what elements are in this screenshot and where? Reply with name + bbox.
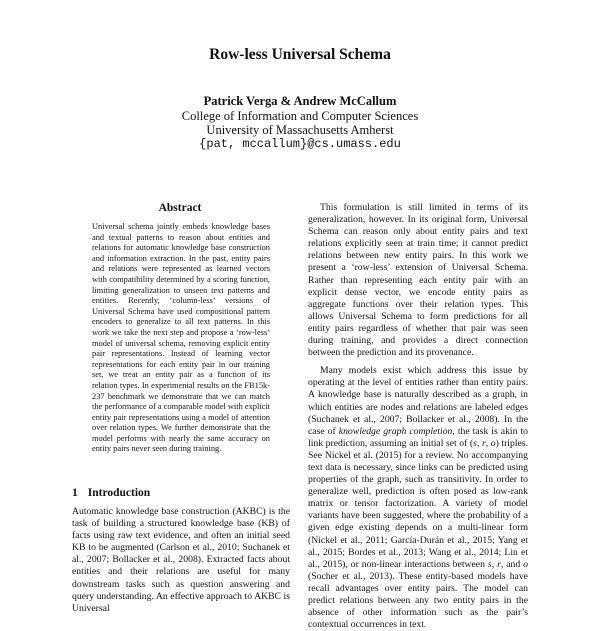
affiliation-college: College of Information and Computer Sciences	[181, 109, 419, 123]
section-title: Introduction	[87, 487, 151, 499]
right-column	[308, 202, 528, 631]
text-span: (Socher et al., 2013). These entity-based models have recall advantages over entity pairs. The model can predict relations between any two entity pairs in the absence of other information such as the pair’s contextual occurrences in text.	[308, 570, 528, 631]
emphasis-text: knowledge graph completion	[338, 425, 453, 437]
math-var: s	[473, 437, 477, 449]
text-span: ,	[491, 558, 498, 570]
math-var: o	[490, 437, 496, 449]
paper-title: Row-less Universal Schema	[209, 46, 391, 63]
text-span: ) triples. See Nickel et al. (2015) for a review. No accompanying text data is necessary, since links can be predicted using properties of the graph, such as transitivity. In order to generalize well, prediction is often posed as low-rank matrix or tensor factorization. A variety of model variants have been suggested, where the probability of a given edge existing depends on a multi-linear form (Nickel et al., 2011; García-Durán et al., 2015; Yang et al., 2015; Bordes et al., 2013; Wang et al., 2014; Lin et al., 2015), or non-linear interactions between	[308, 437, 529, 570]
text-span: , and	[500, 558, 524, 570]
affiliation-university: University of Massachusetts Amherst	[206, 123, 394, 137]
right-paragraph-1: This formulation is still limited in terms of its generalization, however. In its original form, Universal Schema can reason only about entity pairs and text relations explicitly seen at train time; it cannot predict relations between new entity pairs. In this work we present a ‘row-less’ extension of Universal Schema. Rather than representing each entity pair with an explicit dense vector, we encode entity pairs as aggregate functions over their relation types. This allows Universal Schema to form predictions for all entity pairs regardless of whether that pair was seen during training, and provides a direct connection between the prediction and its provenance.	[308, 202, 528, 359]
text-span: , the task is akin to link prediction, assuming an initial set of (	[308, 425, 528, 449]
math-var: r	[481, 437, 486, 449]
text-span: Many models exist which address this issue by operating at the level of entities rather than entity pairs. A knowledge base is naturally described as a graph, in which entities are nodes and relations are labeled edges (Suchanek et al., 2007; Bollacker et al., 2008). In the case of	[308, 365, 528, 437]
section-heading-introduction	[72, 487, 150, 499]
section-number: 1	[72, 487, 78, 499]
abstract-heading: Abstract	[158, 202, 202, 214]
math-var: o	[523, 558, 528, 570]
author-email: {pat, mccallum}@cs.umass.edu	[199, 137, 401, 151]
abstract-text: Universal schema jointly embeds knowledge bases and textual patterns to reason about entities and relations for automatic knowledge base construction and information extraction. In the past, entity pairs and relations were represented as learned vectors with compatibility determined by a scoring function, limiting generalization to unseen text patterns and entities. Recently, ‘column-less’ versions of Universal Schema have used compositional pattern encoders to generalize to all text patterns. In this work we take the next step and propose a ‘row-less’ model of universal schema, removing explicit entity pair representations. Instead of learning vector representations for each entity pair in our training set, we treat an entity pair as a function of its relation types. In experimental results on the FB15k-237 benchmark we demonstrate that we can match the performance of a comparable model with explicit entity pair representations using a model of attention over relation types. We further demonstrate that the model performs with nearly the same accuracy on entity pairs never seen during training.	[92, 222, 270, 454]
math-var: r	[497, 558, 501, 570]
text-span: ,	[476, 437, 482, 449]
text-span: ,	[485, 437, 491, 449]
introduction-text: Automatic knowledge base construction (AKBC) is the task of building a structured knowledge base (KB) of facts using raw text evidence, and often an initial seed KB to be augmented (Carlson et al., 2010; Suchanek et al., 2007; Bollacker et al., 2008). Extracted facts about entities and their relations are useful for many downstream tasks such as question answering and query understanding. An effective approach to AKBC is Universal	[72, 506, 290, 614]
right-paragraph-2	[308, 365, 528, 631]
author-names: Patrick Verga & Andrew McCallum	[203, 94, 397, 108]
math-var: s	[487, 558, 492, 570]
